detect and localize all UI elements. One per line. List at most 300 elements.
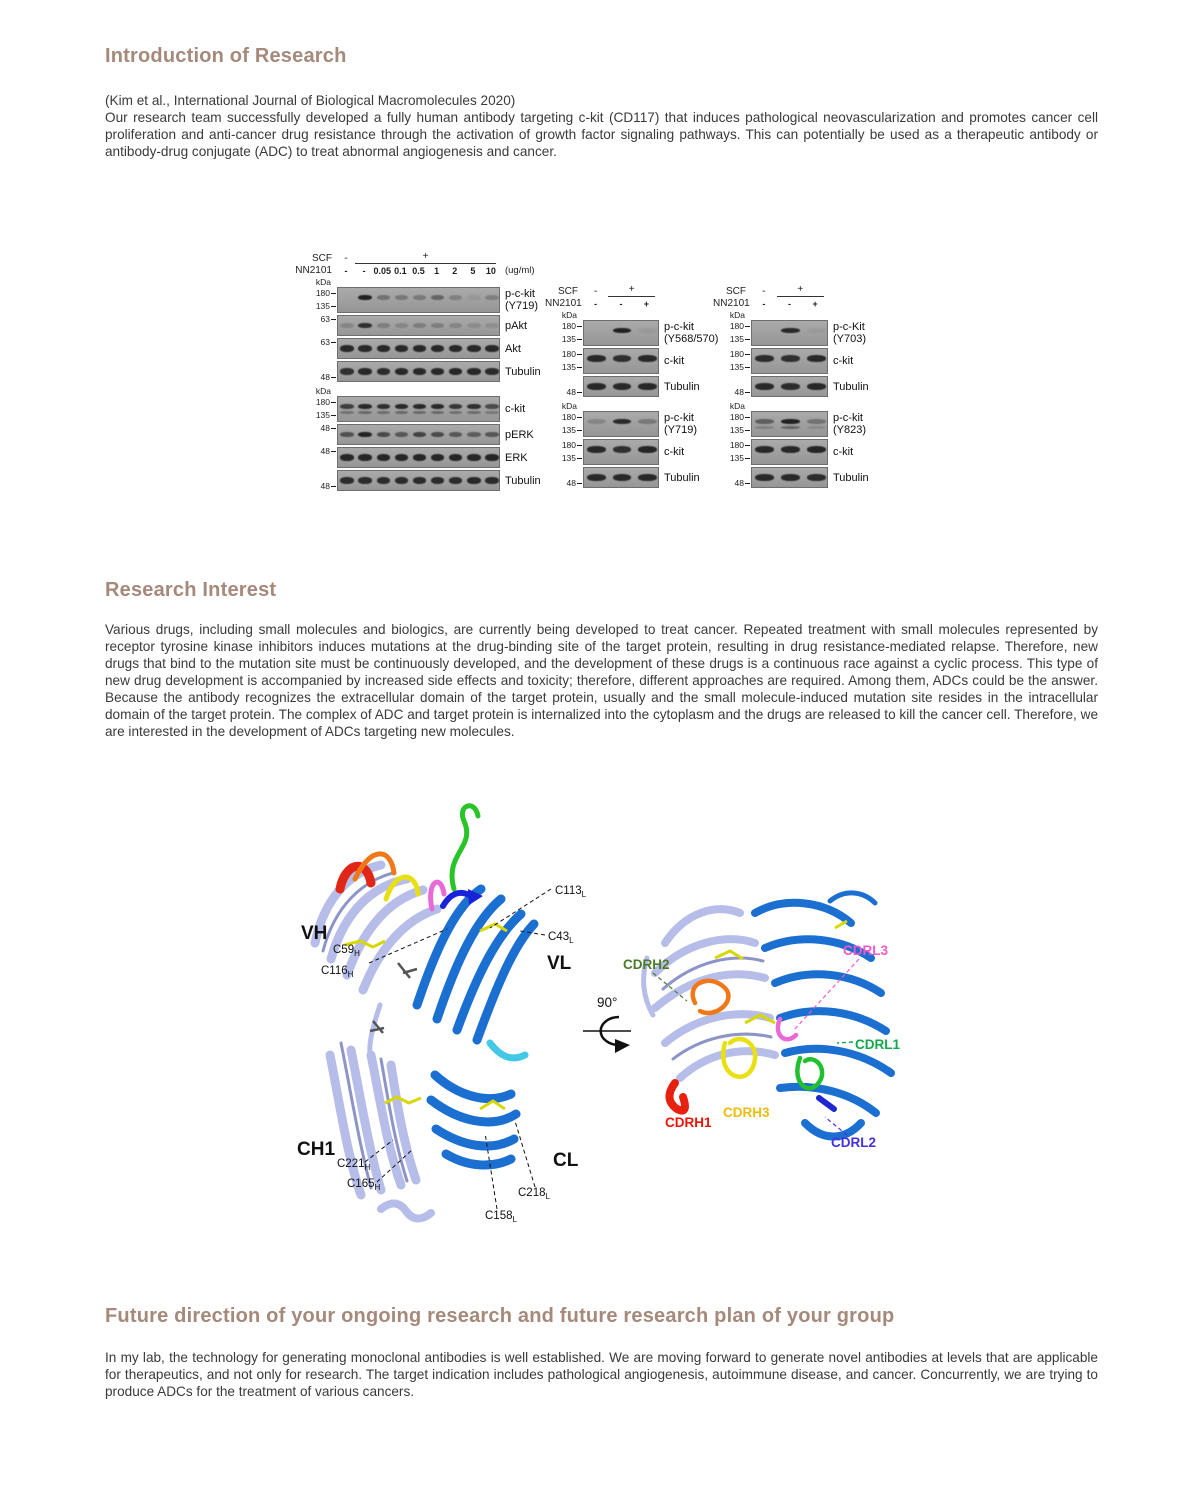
scf-plus: + xyxy=(608,285,655,297)
blot-header-nn2101-row xyxy=(545,297,718,310)
protein-band xyxy=(638,419,657,424)
protein-band xyxy=(587,446,606,453)
heading-research-interest: Research Interest xyxy=(105,579,277,601)
protein-band xyxy=(340,368,353,375)
protein-label-line: pAkt xyxy=(505,319,528,332)
gel-box xyxy=(337,470,500,491)
blot-row xyxy=(295,424,569,445)
protein-band xyxy=(755,474,774,481)
protein-label-line2: (Y568/570) xyxy=(664,333,719,345)
protein-band xyxy=(638,474,657,481)
protein-label-line: p-c-kit xyxy=(833,412,863,424)
marker-tick xyxy=(577,354,582,355)
protein-band xyxy=(413,345,426,352)
leader-c113 xyxy=(490,889,551,928)
protein-band xyxy=(358,295,371,300)
gel-box xyxy=(583,376,659,397)
blot-row xyxy=(545,320,718,346)
cdrh3-label: CDRH3 xyxy=(723,1105,770,1120)
protein-band xyxy=(807,474,826,481)
rotation-90-label: 90° xyxy=(597,995,618,1010)
cdrh2-label: CDRH2 xyxy=(623,957,670,972)
protein-band xyxy=(358,345,371,352)
protein-band xyxy=(340,432,353,437)
protein-band xyxy=(449,345,462,352)
ch1-label: CH1 xyxy=(297,1139,336,1160)
kda-marker: 135 xyxy=(562,426,582,435)
kda-marker: 180 xyxy=(730,350,750,359)
marker-labels xyxy=(295,424,337,445)
kda-label: kDa xyxy=(315,386,331,396)
protein-band xyxy=(485,477,498,484)
protein-band xyxy=(781,419,800,424)
protein-band xyxy=(587,419,606,424)
gel-box xyxy=(751,439,828,465)
protein-band xyxy=(755,419,774,424)
protein-band xyxy=(781,355,800,362)
protein-band xyxy=(340,404,353,409)
protein-band xyxy=(449,454,462,461)
heading-future-direction: Future direction of your ongoing research and future research plan of your group xyxy=(105,1305,895,1327)
protein-band xyxy=(485,368,498,375)
kda-marker: 135 xyxy=(730,363,750,372)
protein-label-line: p-c-kit xyxy=(505,288,535,300)
protein-band xyxy=(395,477,408,484)
protein-band xyxy=(807,355,826,362)
marker-labels xyxy=(545,467,583,488)
protein-band xyxy=(638,355,657,362)
gel-box xyxy=(583,467,659,488)
protein-label-line: c-kit xyxy=(664,446,685,458)
protein-band xyxy=(485,454,498,461)
protein-band xyxy=(395,368,408,375)
kda-marker: 135 xyxy=(562,363,582,372)
protein-band xyxy=(358,323,371,328)
protein-band xyxy=(638,446,657,453)
citation-line: (Kim et al., International Journal of Biological Macromolecules 2020) xyxy=(105,93,516,108)
intro-paragraph xyxy=(105,92,1098,160)
marker-tick xyxy=(577,445,582,446)
protein-band xyxy=(449,368,462,375)
kda-marker: 135 xyxy=(730,426,750,435)
cl-label: CL xyxy=(553,1150,579,1171)
protein-label-line: Tubulin xyxy=(505,474,541,487)
protein-band xyxy=(395,295,408,300)
marker-tick xyxy=(331,319,336,320)
protein-band xyxy=(467,404,480,409)
marker-tick xyxy=(745,392,750,393)
protein-label xyxy=(828,439,853,465)
kda-label: kDa xyxy=(729,310,745,320)
protein-band xyxy=(413,295,426,300)
protein-label xyxy=(500,338,521,359)
blot-row xyxy=(545,439,718,465)
protein-band-doublet xyxy=(377,411,390,414)
blot-header-nn2101-row xyxy=(295,264,569,277)
protein-band xyxy=(413,432,426,437)
marker-labels xyxy=(545,376,583,397)
protein-band-doublet xyxy=(358,411,371,414)
protein-label xyxy=(659,348,684,374)
protein-band xyxy=(467,295,480,300)
blot-row xyxy=(545,348,718,374)
protein-band xyxy=(431,477,444,484)
protein-band xyxy=(467,454,480,461)
nn2101-value: - xyxy=(762,298,766,309)
protein-band-doublet xyxy=(467,411,480,414)
gel-box xyxy=(337,315,500,336)
blot-row xyxy=(713,439,869,465)
protein-band xyxy=(467,345,480,352)
protein-band xyxy=(613,355,632,362)
blot-row xyxy=(713,467,869,488)
protein-band xyxy=(413,368,426,375)
marker-labels xyxy=(295,447,337,468)
protein-band xyxy=(613,474,632,481)
marker-tick xyxy=(331,451,336,452)
protein-label-line: p-c-kit xyxy=(664,412,694,424)
nn2101-value: - xyxy=(594,298,598,309)
nn2101-value: + xyxy=(643,298,649,309)
protein-band xyxy=(377,404,390,409)
protein-band xyxy=(377,477,390,484)
marker-tick xyxy=(745,354,750,355)
protein-label xyxy=(659,376,700,397)
protein-band xyxy=(377,323,390,328)
marker-tick xyxy=(577,392,582,393)
marker-labels xyxy=(295,361,337,382)
protein-band xyxy=(358,477,371,484)
heading-introduction: Introduction of Research xyxy=(105,45,347,67)
cys-c116-label: $C116_H$ xyxy=(321,965,354,979)
protein-band xyxy=(807,446,826,453)
marker-tick xyxy=(331,486,336,487)
kda-marker: 63 xyxy=(321,315,336,324)
rotation-arrow-icon xyxy=(583,1017,631,1053)
kda-marker: 180 xyxy=(562,413,582,422)
cys-c218-label: $C218_L$ xyxy=(518,1187,550,1201)
cys-c158-label: $C158_L$ xyxy=(485,1210,517,1224)
gel-box xyxy=(337,424,500,445)
protein-band xyxy=(340,477,353,484)
fab-light-chain-ribbon xyxy=(417,889,534,1165)
scf-plus: + xyxy=(777,285,824,297)
marker-labels xyxy=(713,376,751,397)
protein-band xyxy=(587,383,606,390)
gel-box xyxy=(583,411,659,437)
marker-tick xyxy=(745,445,750,446)
protein-band-doublet xyxy=(431,411,444,414)
protein-band xyxy=(449,432,462,437)
protein-band-doublet xyxy=(807,426,826,429)
scf-label: SCF xyxy=(726,286,746,297)
marker-tick xyxy=(577,483,582,484)
kda-marker: 180 xyxy=(730,413,750,422)
protein-band xyxy=(781,383,800,390)
marker-tick xyxy=(745,458,750,459)
protein-band xyxy=(807,328,826,333)
protein-band xyxy=(377,368,390,375)
scf-minus: - xyxy=(762,286,766,297)
blot-row xyxy=(295,287,569,313)
nn2101-label: NN2101 xyxy=(295,265,332,276)
marker-labels xyxy=(545,348,583,374)
kda-marker: 48 xyxy=(735,388,750,397)
nn2101-value: + xyxy=(812,298,818,309)
scf-minus: - xyxy=(593,286,598,297)
protein-band xyxy=(781,328,800,333)
kda-marker: 48 xyxy=(321,424,336,433)
unit-label: (ug/ml) xyxy=(504,265,535,276)
fab-heavy-chain-ribbon xyxy=(315,865,437,1219)
marker-labels xyxy=(713,411,751,437)
kda-marker: 48 xyxy=(321,373,336,382)
protein-label xyxy=(828,467,869,488)
kda-label: kDa xyxy=(315,277,331,287)
gel-box xyxy=(751,348,828,374)
protein-band xyxy=(467,368,480,375)
nn2101-value: - xyxy=(362,265,366,276)
protein-label xyxy=(828,376,869,397)
blot-row xyxy=(713,411,869,437)
protein-band xyxy=(395,454,408,461)
protein-label xyxy=(828,320,866,346)
kda-marker: 48 xyxy=(567,388,582,397)
protein-label-line: ERK xyxy=(505,451,528,464)
gel-box xyxy=(337,396,500,422)
nn2101-value: - xyxy=(787,298,791,309)
marker-tick xyxy=(577,458,582,459)
kda-marker: 63 xyxy=(321,338,336,347)
protein-band xyxy=(377,432,390,437)
protein-band xyxy=(395,323,408,328)
kda-label: kDa xyxy=(561,310,577,320)
protein-band xyxy=(413,404,426,409)
protein-band xyxy=(395,345,408,352)
protein-band xyxy=(431,323,444,328)
marker-tick xyxy=(745,417,750,418)
blot-row xyxy=(713,376,869,397)
protein-band xyxy=(485,432,498,437)
marker-labels xyxy=(713,439,751,465)
kda-marker: 135 xyxy=(316,302,336,311)
protein-label-line: Tubulin xyxy=(833,471,869,484)
protein-label xyxy=(500,361,541,382)
leader-c218 xyxy=(515,1121,535,1187)
protein-band xyxy=(638,383,657,390)
marker-tick xyxy=(745,483,750,484)
protein-label xyxy=(500,315,527,336)
gel-box xyxy=(583,320,659,346)
marker-labels xyxy=(545,411,583,437)
marker-tick xyxy=(331,428,336,429)
marker-tick xyxy=(577,430,582,431)
marker-labels xyxy=(295,396,337,422)
blot-header-scf-row xyxy=(295,252,569,264)
kda-marker: 135 xyxy=(562,454,582,463)
protein-band xyxy=(377,345,390,352)
protein-band xyxy=(358,404,371,409)
marker-tick xyxy=(745,367,750,368)
kda-marker: 180 xyxy=(316,398,336,407)
blot-row xyxy=(295,315,569,336)
future-direction-paragraph: In my lab, the technology for generating monoclonal antibodies is well established. We are moving forward to generate novel antibodies at levels that are applicable for therapeutics, and not only for research. The target indication includes pathological angiogenesis, autoimmune disease, and cancer. Concurrently, we are trying to produce ADCs for the treatment of various cancers. xyxy=(105,1350,1098,1399)
protein-band xyxy=(485,345,498,352)
protein-label-line: Tubulin xyxy=(833,380,869,393)
protein-label-line2: (Y719) xyxy=(505,300,539,312)
marker-tick xyxy=(577,326,582,327)
gel-box xyxy=(337,447,500,468)
protein-band xyxy=(395,432,408,437)
blot-header-scf-row xyxy=(713,285,869,297)
kda-marker: 180 xyxy=(562,441,582,450)
marker-tick xyxy=(331,402,336,403)
protein-band xyxy=(449,295,462,300)
cys-c113-label: $C113_L$ xyxy=(555,885,587,899)
marker-labels xyxy=(713,348,751,374)
protein-band xyxy=(413,323,426,328)
gel-box xyxy=(751,320,828,346)
blot-row xyxy=(713,320,869,346)
blot-header-nn2101-row xyxy=(713,297,869,310)
protein-label-line: p-c-kit xyxy=(664,321,694,333)
marker-labels xyxy=(295,338,337,359)
blot-panel xyxy=(713,285,869,490)
protein-label xyxy=(500,287,538,313)
protein-band-doublet xyxy=(449,411,462,414)
protein-band-doublet xyxy=(340,411,353,414)
protein-label-line: c-kit xyxy=(833,355,854,367)
blot-row xyxy=(545,411,718,437)
gel-box xyxy=(337,287,500,313)
protein-band xyxy=(377,454,390,461)
protein-band xyxy=(340,345,353,352)
protein-label-line2: (Y703) xyxy=(833,333,867,345)
cys-c59-label: $C59_H$ xyxy=(333,944,360,958)
kda-marker: 180 xyxy=(730,322,750,331)
protein-band xyxy=(781,474,800,481)
protein-band xyxy=(431,345,444,352)
protein-band xyxy=(755,383,774,390)
kda-marker: 135 xyxy=(562,335,582,344)
protein-band xyxy=(431,368,444,375)
protein-band xyxy=(340,323,353,328)
cdrh1-label: CDRH1 xyxy=(665,1115,712,1130)
marker-tick xyxy=(577,367,582,368)
protein-band xyxy=(340,454,353,461)
kda-marker: 48 xyxy=(735,479,750,488)
kda-marker: 180 xyxy=(730,441,750,450)
intro-body-text: Our research team successfully developed a fully human antibody targeting c-kit (CD117) that induces pathological neovascularization and promotes cancer cell proliferation and anti-cancer drug resistance through the activation of growth factor signaling pathways. This can potentially be used as a therapeutic antibody or antibody-drug conjugate (ADC) to treat abnormal angiogenesis and cancer. xyxy=(105,110,1098,159)
fab-cyan-segment xyxy=(490,1043,525,1058)
blot-panel xyxy=(545,285,718,490)
nn2101-value: 0.1 xyxy=(394,265,407,276)
blot-row xyxy=(545,467,718,488)
protein-band xyxy=(485,323,498,328)
protein-label xyxy=(659,411,697,437)
protein-band xyxy=(431,295,444,300)
blot-row xyxy=(295,361,569,382)
marker-tick xyxy=(331,293,336,294)
protein-band xyxy=(358,368,371,375)
scf-minus: - xyxy=(344,253,348,264)
scf-label: SCF xyxy=(312,253,332,264)
marker-labels xyxy=(545,439,583,465)
kda-label: kDa xyxy=(729,401,745,411)
kda-marker: 180 xyxy=(562,350,582,359)
protein-band-doublet xyxy=(755,426,774,429)
protein-band xyxy=(467,432,480,437)
protein-band xyxy=(358,454,371,461)
kda-marker: 180 xyxy=(562,322,582,331)
scf-plus: + xyxy=(355,252,496,264)
marker-tick xyxy=(331,377,336,378)
protein-band xyxy=(377,295,390,300)
protein-label xyxy=(500,424,534,445)
protein-band xyxy=(485,295,498,300)
protein-label-line: pERK xyxy=(505,428,534,441)
protein-label-line: p-c-Kit xyxy=(833,321,865,333)
blot-row xyxy=(545,376,718,397)
nn2101-value: 0.05 xyxy=(373,265,392,276)
nn2101-label: NN2101 xyxy=(713,298,750,309)
protein-band xyxy=(358,432,371,437)
protein-label xyxy=(500,470,541,491)
gel-box xyxy=(751,411,828,437)
kda-marker: 48 xyxy=(567,479,582,488)
protein-label xyxy=(659,320,718,346)
nn2101-value: 2 xyxy=(452,265,458,276)
marker-labels xyxy=(295,315,337,336)
protein-label xyxy=(828,348,853,374)
protein-label xyxy=(659,439,684,465)
protein-label-line2: (Y823) xyxy=(833,424,867,436)
protein-band-doublet xyxy=(413,411,426,414)
nn2101-value: - xyxy=(619,298,623,309)
kda-label: kDa xyxy=(561,401,577,411)
protein-band xyxy=(587,474,606,481)
protein-label xyxy=(659,467,700,488)
scf-label: SCF xyxy=(558,286,578,297)
protein-band xyxy=(638,328,657,333)
marker-tick xyxy=(745,430,750,431)
leader-cdrl3 xyxy=(793,959,859,1031)
kda-marker: 135 xyxy=(316,411,336,420)
protein-band xyxy=(587,355,606,362)
gel-box xyxy=(337,338,500,359)
gel-box xyxy=(751,467,828,488)
gel-box xyxy=(751,376,828,397)
gel-box xyxy=(583,439,659,465)
protein-band xyxy=(807,419,826,424)
kda-marker: 48 xyxy=(321,447,336,456)
cdrl2-label: CDRL2 xyxy=(831,1135,877,1150)
protein-band xyxy=(807,383,826,390)
blot-header-scf-row xyxy=(545,285,718,297)
marker-labels xyxy=(713,320,751,346)
marker-tick xyxy=(331,306,336,307)
protein-band xyxy=(613,328,632,333)
protein-label-line: Akt xyxy=(505,342,521,355)
protein-band xyxy=(613,446,632,453)
kda-marker: 135 xyxy=(730,335,750,344)
protein-band xyxy=(449,404,462,409)
marker-tick xyxy=(745,339,750,340)
protein-band xyxy=(431,432,444,437)
protein-label-line: c-kit xyxy=(505,403,526,415)
protein-band xyxy=(781,446,800,453)
blot-row xyxy=(295,470,569,491)
